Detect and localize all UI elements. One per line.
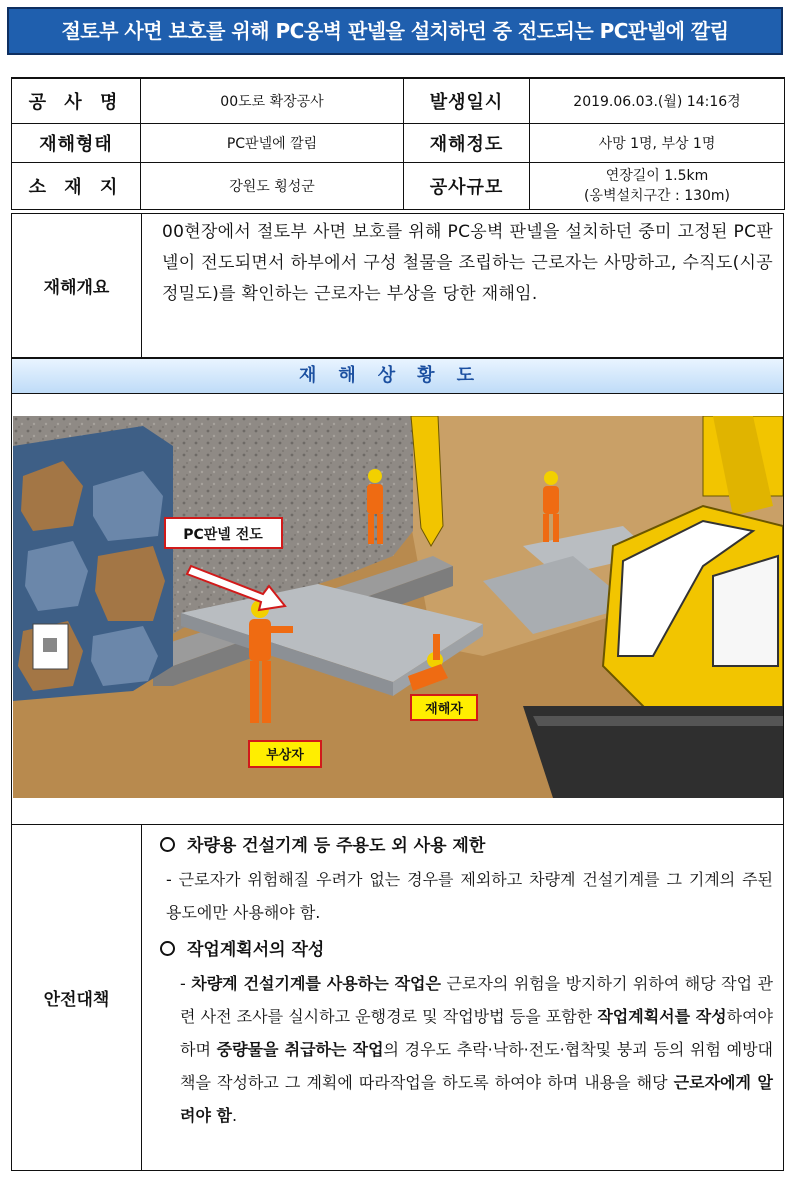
safety-item2-title [160,933,773,967]
safety-item2-bold1: 차량계 건설기계를 사용하는 작업은 [191,974,441,993]
scene-header: 재해상황도 [11,358,784,394]
safety-body [142,825,783,1170]
severity-label: 재해정도 [404,124,530,163]
safety-item1-text: - 근로자가 위험해질 우려가 없는 경우를 제외하고 차량계 건설기계를 그 기계의 주된 용도에만 사용해야 함. [166,870,773,922]
scale-wall-section: (옹벽설치구간 : 130m) [583,188,731,204]
safety-item2-bold4: 근로자에게 알려야 함 [180,1073,773,1125]
date-value: 2019.06.03.(월) 14:16경 [530,78,785,124]
circle-bullet-icon [160,941,175,956]
page-title: 절토부 사면 보호를 위해 PC옹벽 판넬을 설치하던 중 전도되는 PC판넬에 깔림 [7,7,783,55]
safety-item2-title-text: 작업계획서의 작성 [187,940,325,960]
accident-type-label: 재해형태 [12,124,141,163]
safety-label: 안전대책 [12,825,142,1170]
severity-value: 사망 1명, 부상 1명 [530,124,785,163]
safety-item2-text [160,967,773,1132]
safety-item2-dash: - [180,974,192,993]
circle-bullet-icon [160,837,175,852]
scale-length: 연장길이 1.5km [605,168,709,184]
project-scale-label: 공사규모 [404,163,530,210]
safety-item2-text2: 하여야하며 [180,1007,774,1059]
safety-item2-text4: . [231,1106,238,1125]
summary-label: 재해개요 [12,214,142,357]
accident-info-table [11,77,785,210]
safety-item2-bold2: 작업계획서를 작성 [597,1007,727,1026]
safety-item1-title [160,829,773,863]
callout-victim-text: 재해자 [425,702,463,717]
location-label: 소 재 지 [12,163,141,210]
date-label: 발생일시 [404,78,530,124]
project-scale-value [530,163,785,210]
location-value: 강원도 횡성군 [141,163,404,210]
safety-item2-bold3: 중량물을 취급하는 작업 [216,1040,384,1059]
callout-panel-text: PC판넬 전도 [183,527,263,543]
safety-item2-text1: 근로자의 위험을 방지하기 위하여 해당 작업 관련 사전 조사를 실시하고 운행경로 및 작업방법 등을 포함한 [180,974,773,1026]
accident-scene-illustration [13,416,783,798]
accident-summary [11,213,784,358]
safety-measures [11,824,784,1171]
project-name-label: 공 사 명 [12,78,141,124]
safety-item1-title-text: 차량용 건설기계 등 주용도 외 사용 제한 [187,836,486,856]
callout-injured-text: 부상자 [266,748,304,763]
safety-item2-text3: 의 경우도 추락·낙하·전도·협착및 붕괴 등의 위험 예방대책을 작성하고 그 계획에 따라작업을 하도록 하여야 하며 내용을 해당 [180,1040,773,1092]
summary-text: 00현장에서 절토부 사면 보호를 위해 PC옹벽 판넬을 설치하던 중미 고정된 PC판넬이 전도되면서 하부에서 구성 철물을 조립하는 근로자는 사망하고, 수직도(시공정밀도)를 확인하는 근로자는 부상을 당한 재해임. [162,222,773,304]
accident-type-value: PC판넬에 깔림 [141,124,404,163]
project-name-value: 00도로 확장공사 [141,78,404,124]
